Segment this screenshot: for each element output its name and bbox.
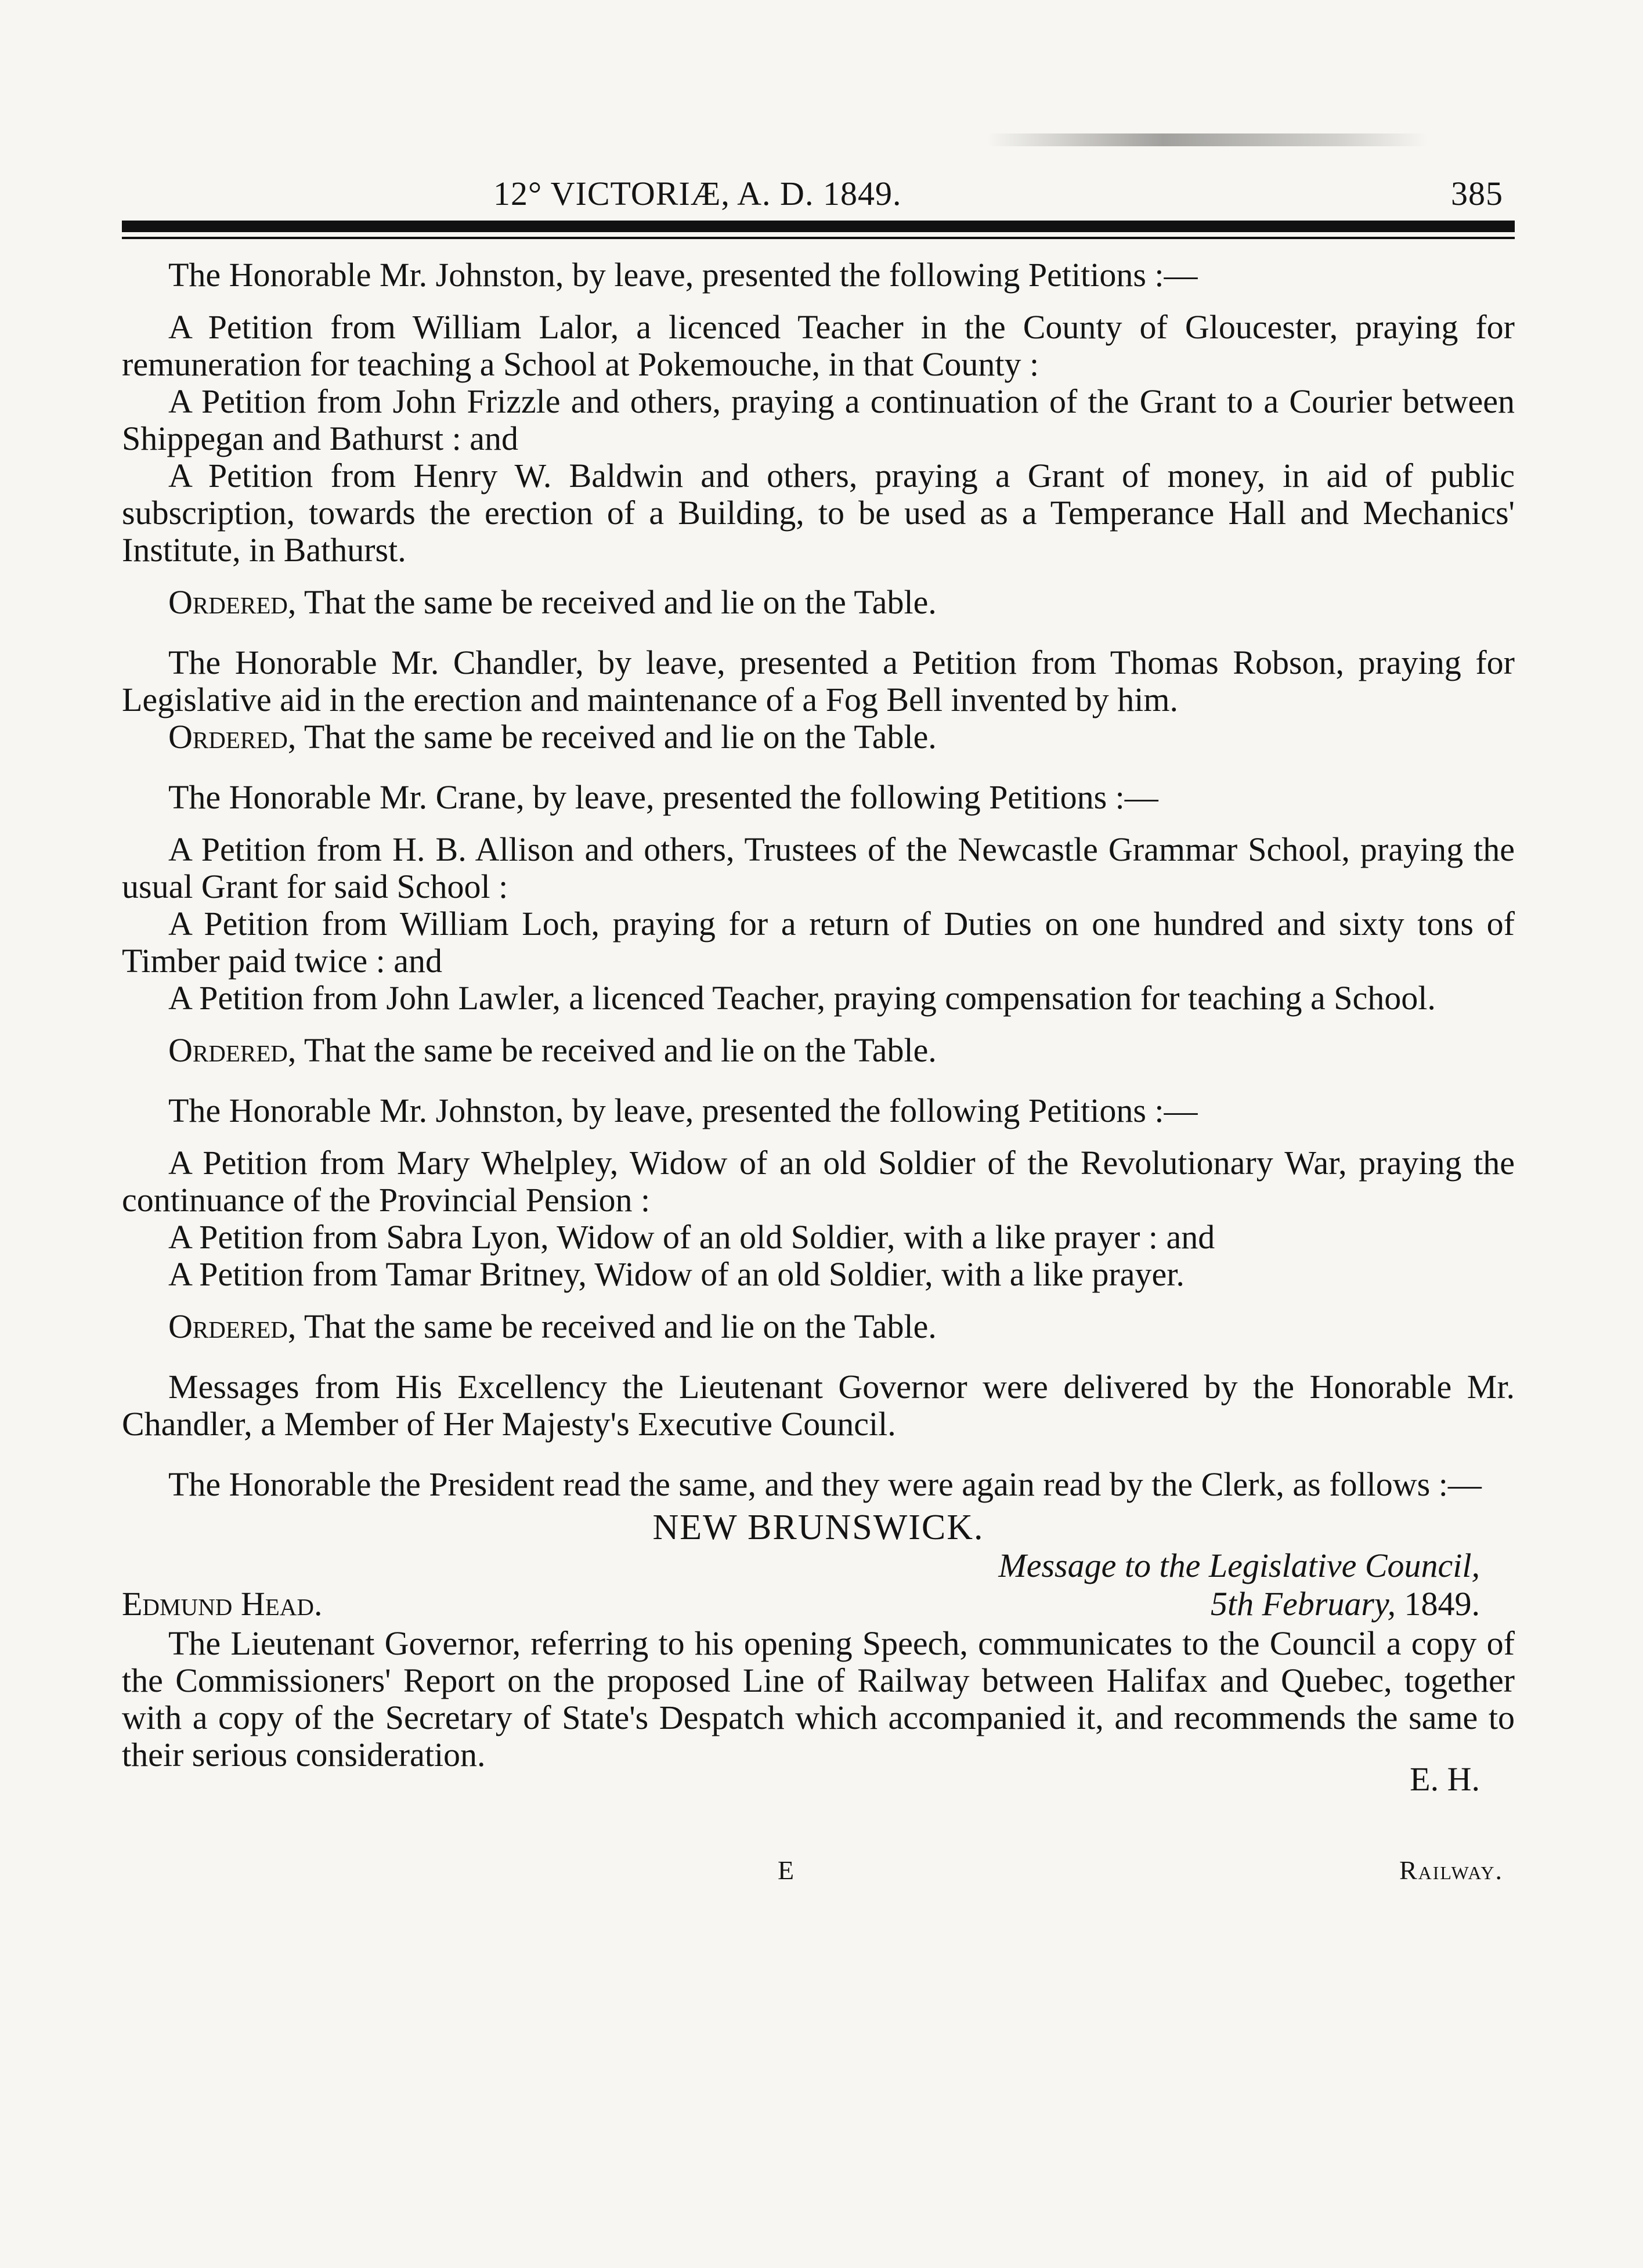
ordered-text: That the same be received and lie on the Table. [304,1031,937,1069]
message-date-year: 1849. [1404,1585,1480,1623]
paragraph: A Petition from William Loch, praying for a return of Duties on one hundred and sixty tons of Timber paid twice : and [122,905,1515,980]
paragraph: A Petition from John Frizzle and others, praying a continuation of the Grant to a Courier between Shippegan and Bathurst : and [122,382,1515,457]
paragraph: A Petition from Sabra Lyon, Widow of an old Soldier, with a like prayer : and [168,1218,1215,1256]
ordered-text: That the same be received and lie on the Table. [304,1308,937,1345]
message-date-day: 5th February, [1211,1585,1396,1623]
ordered-line [122,584,1515,621]
paragraph: The Honorable Mr. Crane, by leave, presented the following Petitions :— [168,778,1158,816]
header-rule-thin [122,237,1515,239]
paragraph: A Petition from Henry W. Baldwin and others, praying a Grant of money, in aid of public subscription, towards the erection of a Building, to be used as a Temperance Hall and Mechanics' Institute, in Bathurst. [122,457,1515,569]
page [122,168,1515,1901]
ordered-label: Ordered, [168,1031,297,1069]
paragraph: A Petition from Mary Whelpley, Widow of an old Soldier of the Revolutionary War, praying the continuance of the Provincial Pension : [122,1144,1515,1219]
ordered-label: Ordered, [168,1308,297,1345]
message-initials: E. H. [1410,1760,1480,1798]
ordered-line [122,718,1515,756]
ordered-text: That the same be received and lie on the Table. [304,718,937,756]
paragraph: A Petition from William Lalor, a licenced Teacher in the County of Gloucester, praying for remuneration for teaching a School at Pokemouche, in that County : [122,308,1515,383]
message-signature-row [122,1584,1515,1625]
page-footer [122,1855,1515,1901]
message-heading: NEW BRUNSWICK. [652,1508,984,1547]
paragraph: The Honorable Mr. Johnston, by leave, presented the following Petitions :— [168,256,1198,294]
paragraph: Messages from His Excellency the Lieutenant Governor were delivered by the Honorable Mr. Chandler, a Member of Her Majesty's Executive Council. [122,1368,1515,1443]
message-body: The Lieutenant Governor, referring to his opening Speech, communicates to the Council a copy of the Commissioners' Report on the proposed Line of Railway between Halifax and Quebec, together with a copy of the Secretary of State's Despatch which accompanied it, and recommends the same to their serious consideration. [122,1624,1515,1774]
paragraph: The Honorable the President read the same, and they were again read by the Clerk, as follows :— [168,1465,1482,1503]
running-title: 12° VICTORIÆ, A. D. 1849. [493,175,902,212]
paragraph: The Honorable Mr. Johnston, by leave, presented the following Petitions :— [168,1092,1198,1129]
message-addressee-line [122,1546,1515,1584]
ordered-label: Ordered, [168,583,297,621]
ink-smudge [987,133,1428,146]
paragraph: The Honorable Mr. Chandler, by leave, presented a Petition from Thomas Robson, praying for Legislative aid in the erection and maintenance of a Fog Bell invented by him. [122,644,1515,718]
message-addressee: Message to the Legislative Council, [998,1547,1480,1584]
header-rule-thick [122,221,1515,232]
catchword: Railway. [1399,1855,1503,1885]
ordered-line [122,1308,1515,1345]
signature-mark: E [778,1855,795,1885]
paragraph: A Petition from Tamar Britney, Widow of an old Soldier, with a like prayer. [168,1255,1185,1293]
running-head [122,168,1515,221]
message-date [1211,1584,1480,1623]
paragraph: A Petition from John Lawler, a licenced Teacher, praying compensation for teaching a School. [168,979,1436,1017]
page-number: 385 [1451,175,1503,212]
ordered-text: That the same be received and lie on the Table. [304,583,937,621]
ordered-label: Ordered, [168,718,297,756]
ordered-line [122,1032,1515,1069]
message-signatory: Edmund Head. [122,1585,323,1623]
message-initials-row [122,1760,1515,1814]
paragraph: A Petition from H. B. Allison and others, Trustees of the Newcastle Grammar School, praying the usual Grant for said School : [122,830,1515,905]
